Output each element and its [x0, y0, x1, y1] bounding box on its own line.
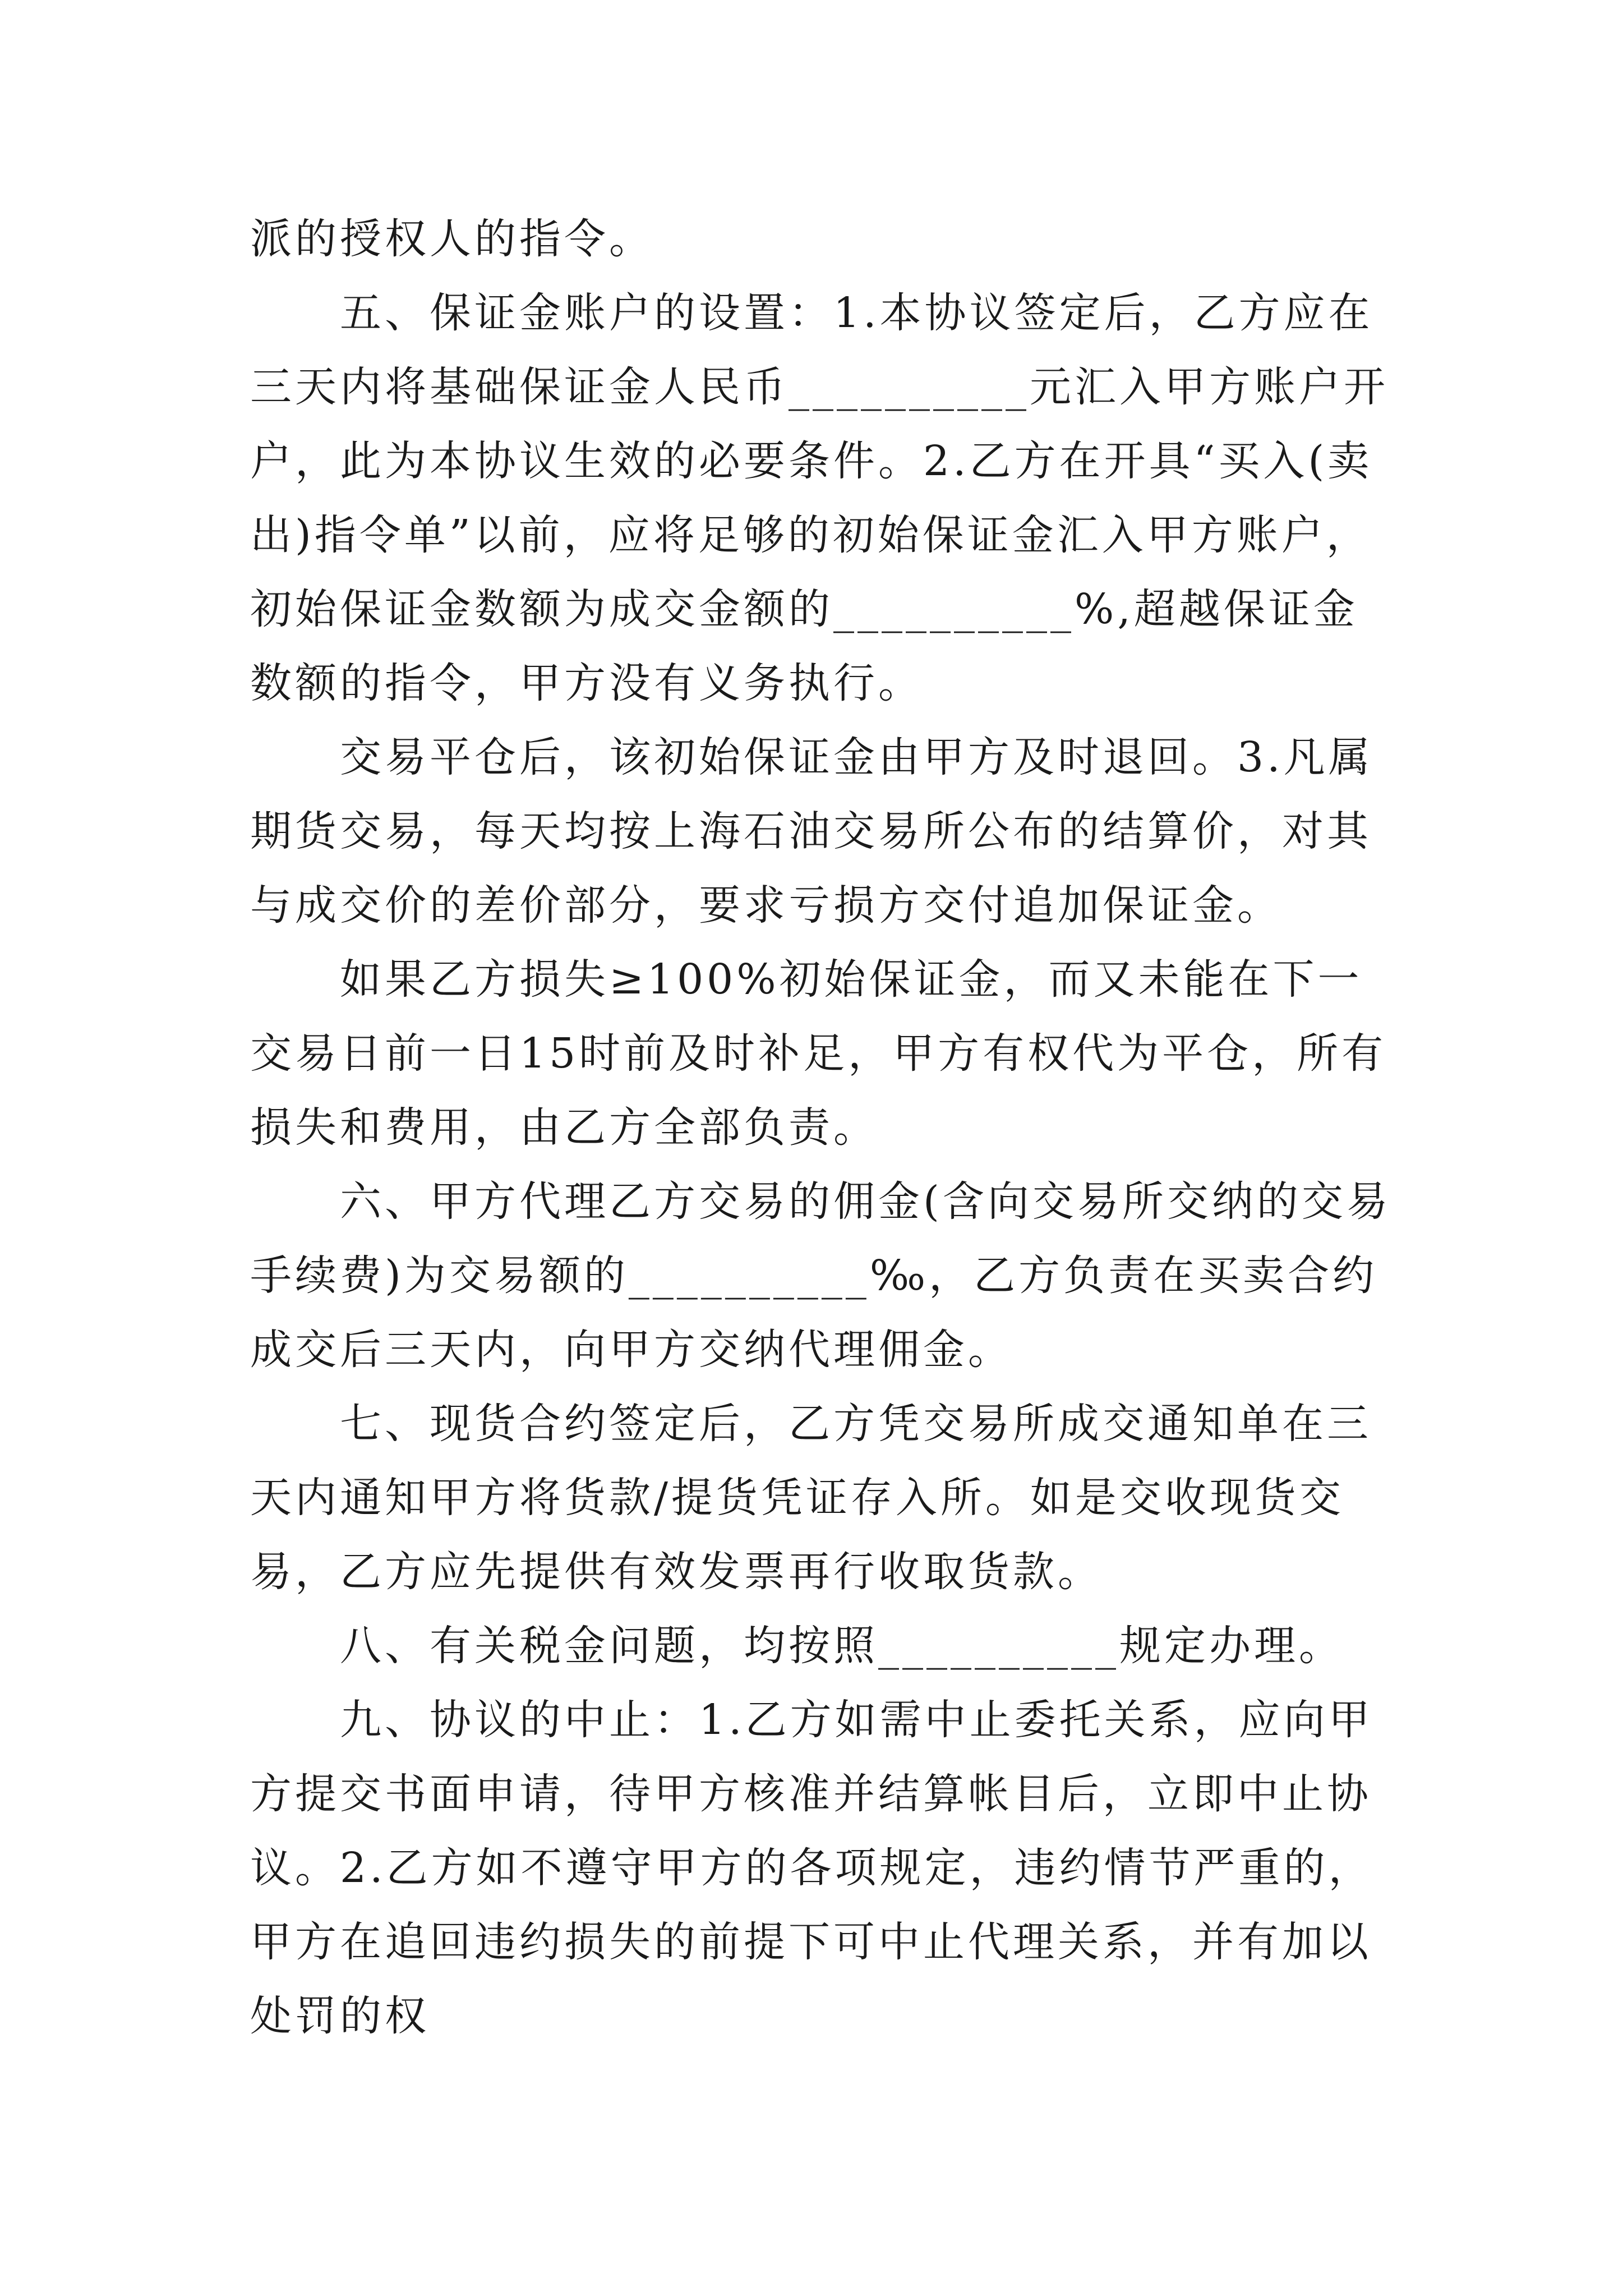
document-body [250, 202, 1394, 2053]
paragraph-clause-5-closing: 交易平仓后，该初始保证金由甲方及时退回。3.凡属期货交易，每天均按上海石油交易所公布的结算价，对其与成交价的差价部分，要求亏损方交付追加保证金。 [250, 733, 1373, 930]
paragraph-clause-6: 六、甲方代理乙方交易的佣金(含向交易所交纳的交易手续费)为交易额的__________‰，乙方负责在买卖合约成交后三天内，向甲方交纳代理佣金。 [250, 1177, 1391, 1374]
paragraph-clause-5-loss: 如果乙方损失≥100%初始保证金，而又未能在下一交易日前一日15时前及时补足，甲方有权代为平仓，所有损失和费用，由乙方全部负责。 [250, 955, 1387, 1152]
paragraph-continuation: 派的授权人的指令。 [250, 215, 654, 263]
paragraph-clause-8: 八、有关税金问题，均按照__________规定办理。 [340, 1622, 1344, 1670]
paragraph-clause-9: 九、协议的中止：1.乙方如需中止委托关系，应向甲方提交书面申请，待甲方核准并结算帐目后，立即中止协议。2.乙方如不遵守甲方的各项规定，违约情节严重的，甲方在追回违约损失的前提下可中止代理关系，并有加以处罚的权 [250, 1696, 1373, 2040]
paragraph-clause-7: 七、现货合约签定后，乙方凭交易所成交通知单在三天内通知甲方将货款/提货凭证存入所。如是交收现货交易，乙方应先提供有效发票再行收取货款。 [250, 1400, 1372, 1596]
paragraph-clause-5: 五、保证金账户的设置：1.本协议签定后，乙方应在三天内将基础保证金人民币__________元汇入甲方账户开户，此为本协议生效的必要条件。2.乙方在开具“买入(卖出)指令单”以前，应将足够的初始保证金汇入甲方账户，初始保证金数额为成交金额的__________%,超越保证金数额的指令，甲方没有义务执行。 [250, 289, 1389, 707]
